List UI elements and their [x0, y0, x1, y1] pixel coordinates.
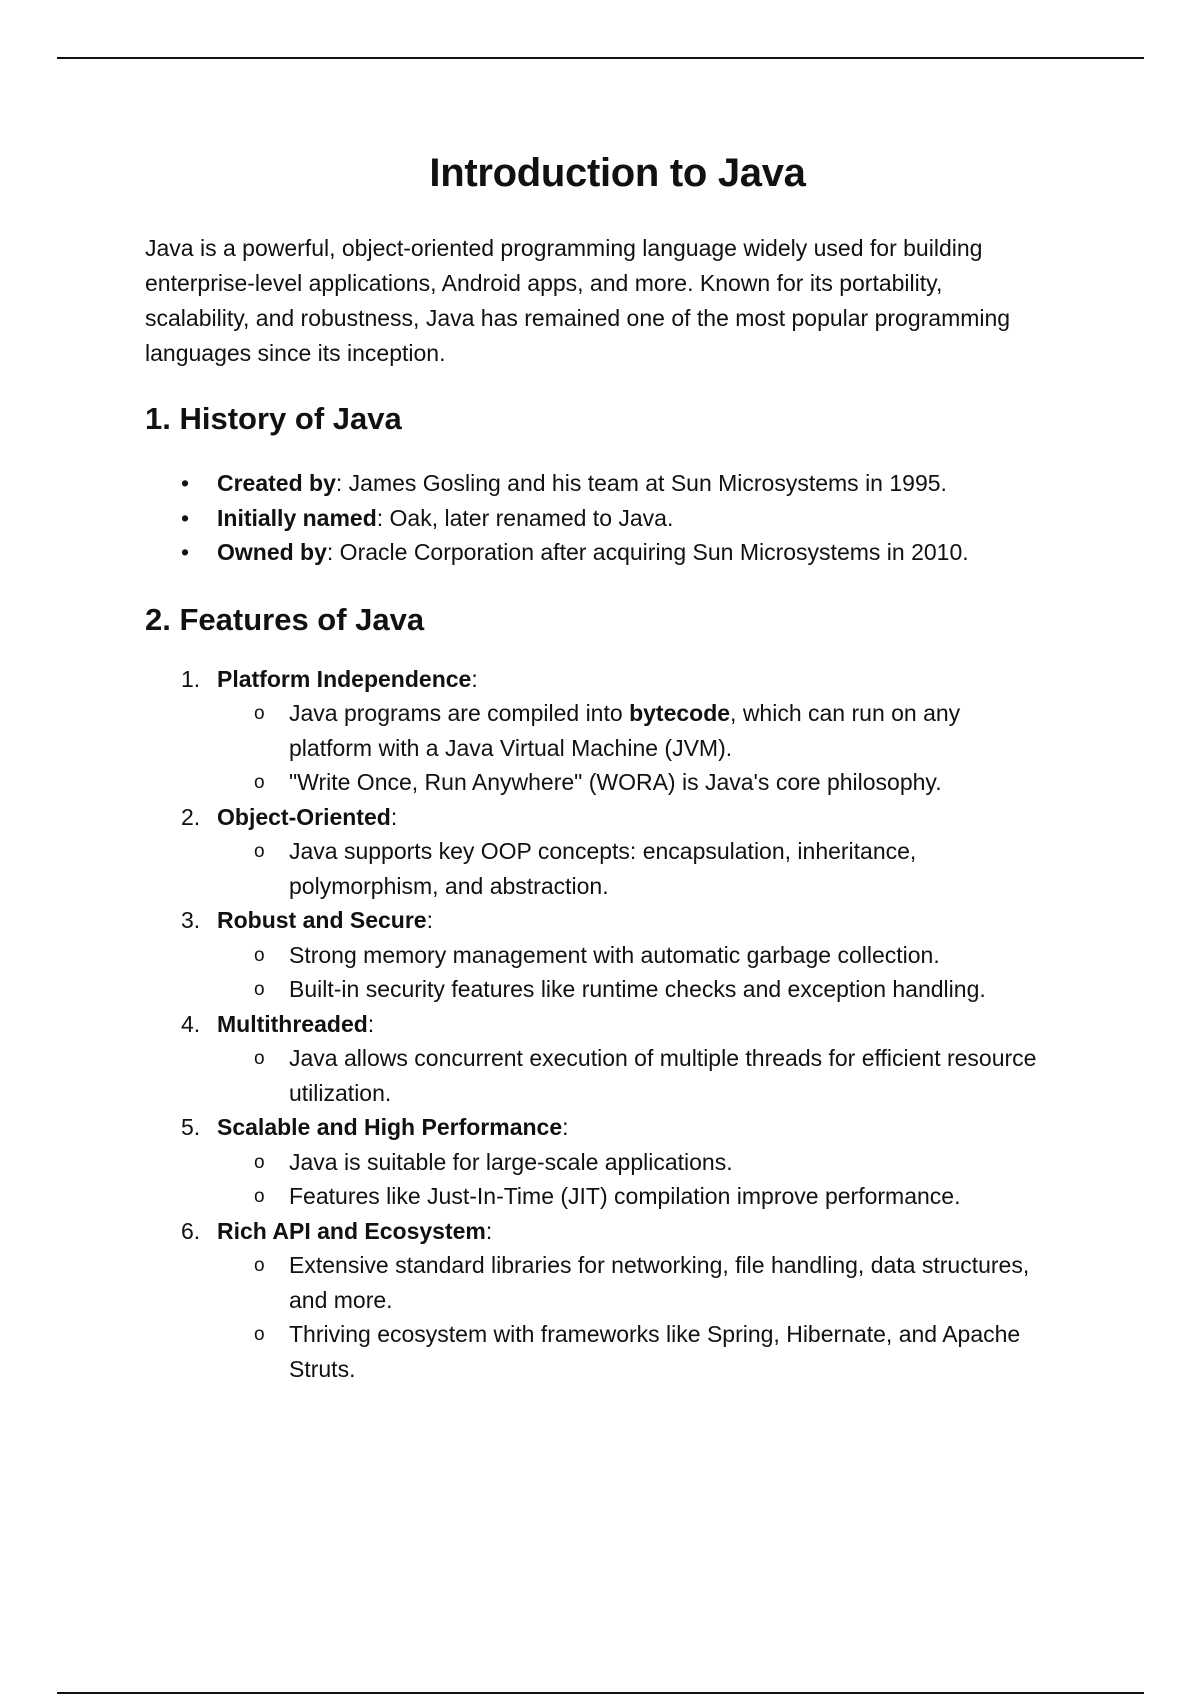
feature-number: 3. — [181, 907, 201, 933]
sub-item-bold-text: bytecode — [629, 700, 731, 726]
sub-item-text: "Write Once, Run Anywhere" (WORA) is Java's core philosophy. — [289, 769, 942, 795]
sub-list-item — [217, 1179, 1049, 1214]
sub-list-item — [217, 1248, 1049, 1317]
sub-bullet-marker: o — [254, 703, 265, 724]
feature-sub-list — [217, 696, 1105, 800]
sub-list-item — [217, 1145, 1049, 1180]
feature-item — [145, 1007, 1105, 1111]
feature-number: 2. — [181, 803, 201, 830]
list-item-label: Created by — [217, 470, 336, 496]
feature-sub-list — [217, 1041, 1105, 1110]
feature-title-suffix: : — [367, 1010, 375, 1037]
sub-item-text: Java is suitable for large-scale applications. — [289, 1148, 733, 1175]
feature-title-suffix: : — [390, 803, 398, 830]
feature-title: Scalable and High Performance — [217, 1114, 563, 1140]
sub-list-item — [217, 972, 1049, 1007]
sub-bullet-marker: o — [254, 1255, 265, 1276]
sub-bullet-marker: o — [254, 1151, 265, 1173]
sub-item-text: Built-in security features like runtime checks and exception handling. — [289, 976, 986, 1002]
feature-title-suffix: : — [485, 1217, 493, 1244]
bullet-marker: • — [181, 504, 190, 531]
sub-bullet-marker: o — [254, 1324, 265, 1345]
sub-item-text: Thriving ecosystem with frameworks like Spring, Hibernate, and Apache Struts. — [289, 1321, 1021, 1382]
sub-item-text: , which can run on any platform with a Java Virtual Machine (JVM). — [289, 700, 961, 761]
feature-number: 5. — [181, 1114, 201, 1140]
sub-list-item — [217, 1041, 1049, 1110]
feature-title-suffix: : — [562, 1114, 569, 1140]
feature-item — [145, 1214, 1105, 1387]
feature-number: 6. — [181, 1217, 201, 1244]
document-title: Introduction to Java — [429, 151, 806, 195]
feature-title: Platform Independence — [217, 665, 472, 692]
history-heading: 1. History of Java — [145, 401, 402, 436]
feature-number: 4. — [181, 1010, 201, 1037]
feature-title: Multithreaded — [217, 1010, 368, 1037]
feature-title-suffix: : — [426, 907, 433, 933]
list-item-text: : Oracle Corporation after acquiring Sun Microsystems in 2010. — [326, 539, 969, 565]
top-rule — [57, 57, 1144, 59]
sub-bullet-marker: o — [254, 1186, 265, 1207]
features-heading: 2. Features of Java — [145, 601, 425, 637]
feature-sub-list — [217, 1248, 1105, 1386]
feature-number: 1. — [181, 665, 201, 692]
feature-title: Rich API and Ecosystem — [217, 1217, 486, 1244]
list-item-label: Owned by — [217, 539, 327, 565]
intro-paragraph: Java is a powerful, object-oriented programming language widely used for building enterprise-level applications, Android apps, and more. Known for its portability, scalability, and robustness, Java has remained one of the most popular programming languages since its inception. — [145, 235, 1011, 366]
sub-bullet-marker: o — [254, 979, 265, 1000]
list-item — [145, 466, 1105, 501]
list-item-label: Initially named — [217, 504, 377, 531]
feature-item — [145, 800, 1105, 904]
sub-bullet-marker: o — [254, 1048, 265, 1069]
feature-title-suffix: : — [471, 665, 478, 692]
feature-title: Robust and Secure — [217, 907, 427, 933]
sub-item-text: Strong memory management with automatic garbage collection. — [289, 941, 940, 968]
list-item-text: : Oak, later renamed to Java. — [376, 504, 674, 531]
feature-item — [145, 662, 1105, 800]
bullet-marker: • — [181, 539, 190, 565]
feature-sub-list — [217, 938, 1105, 1007]
sub-list-item — [217, 696, 1049, 765]
bullet-marker: • — [181, 470, 190, 496]
document-body — [145, 148, 1105, 1386]
sub-item-text: Features like Just-In-Time (JIT) compilation improve performance. — [289, 1183, 961, 1209]
list-item — [145, 535, 1105, 570]
feature-item — [145, 1110, 1105, 1214]
sub-bullet-marker: o — [254, 772, 265, 793]
sub-bullet-marker: o — [254, 944, 265, 966]
feature-item — [145, 903, 1105, 1007]
feature-title: Object-Oriented — [217, 803, 391, 830]
history-list — [145, 466, 1105, 570]
sub-item-text: Java programs are compiled into — [289, 700, 630, 726]
feature-sub-list — [217, 834, 1105, 903]
list-item-text: : James Gosling and his team at Sun Microsystems in 1995. — [335, 470, 947, 496]
sub-list-item — [217, 834, 1049, 903]
sub-list-item — [217, 938, 1049, 973]
sub-bullet-marker: o — [254, 841, 265, 862]
sub-item-text: Java supports key OOP concepts: encapsulation, inheritance, polymorphism, and abstraction. — [289, 838, 917, 899]
feature-sub-list — [217, 1145, 1105, 1214]
list-item — [145, 501, 1105, 536]
sub-list-item — [217, 765, 1049, 800]
sub-item-text: Extensive standard libraries for networking, file handling, data structures, and more. — [289, 1252, 1030, 1313]
bottom-rule — [57, 1692, 1144, 1694]
sub-item-text: Java allows concurrent execution of multiple threads for efficient resource utilization. — [289, 1045, 1037, 1106]
sub-list-item — [217, 1317, 1049, 1386]
features-list — [145, 662, 1105, 1387]
